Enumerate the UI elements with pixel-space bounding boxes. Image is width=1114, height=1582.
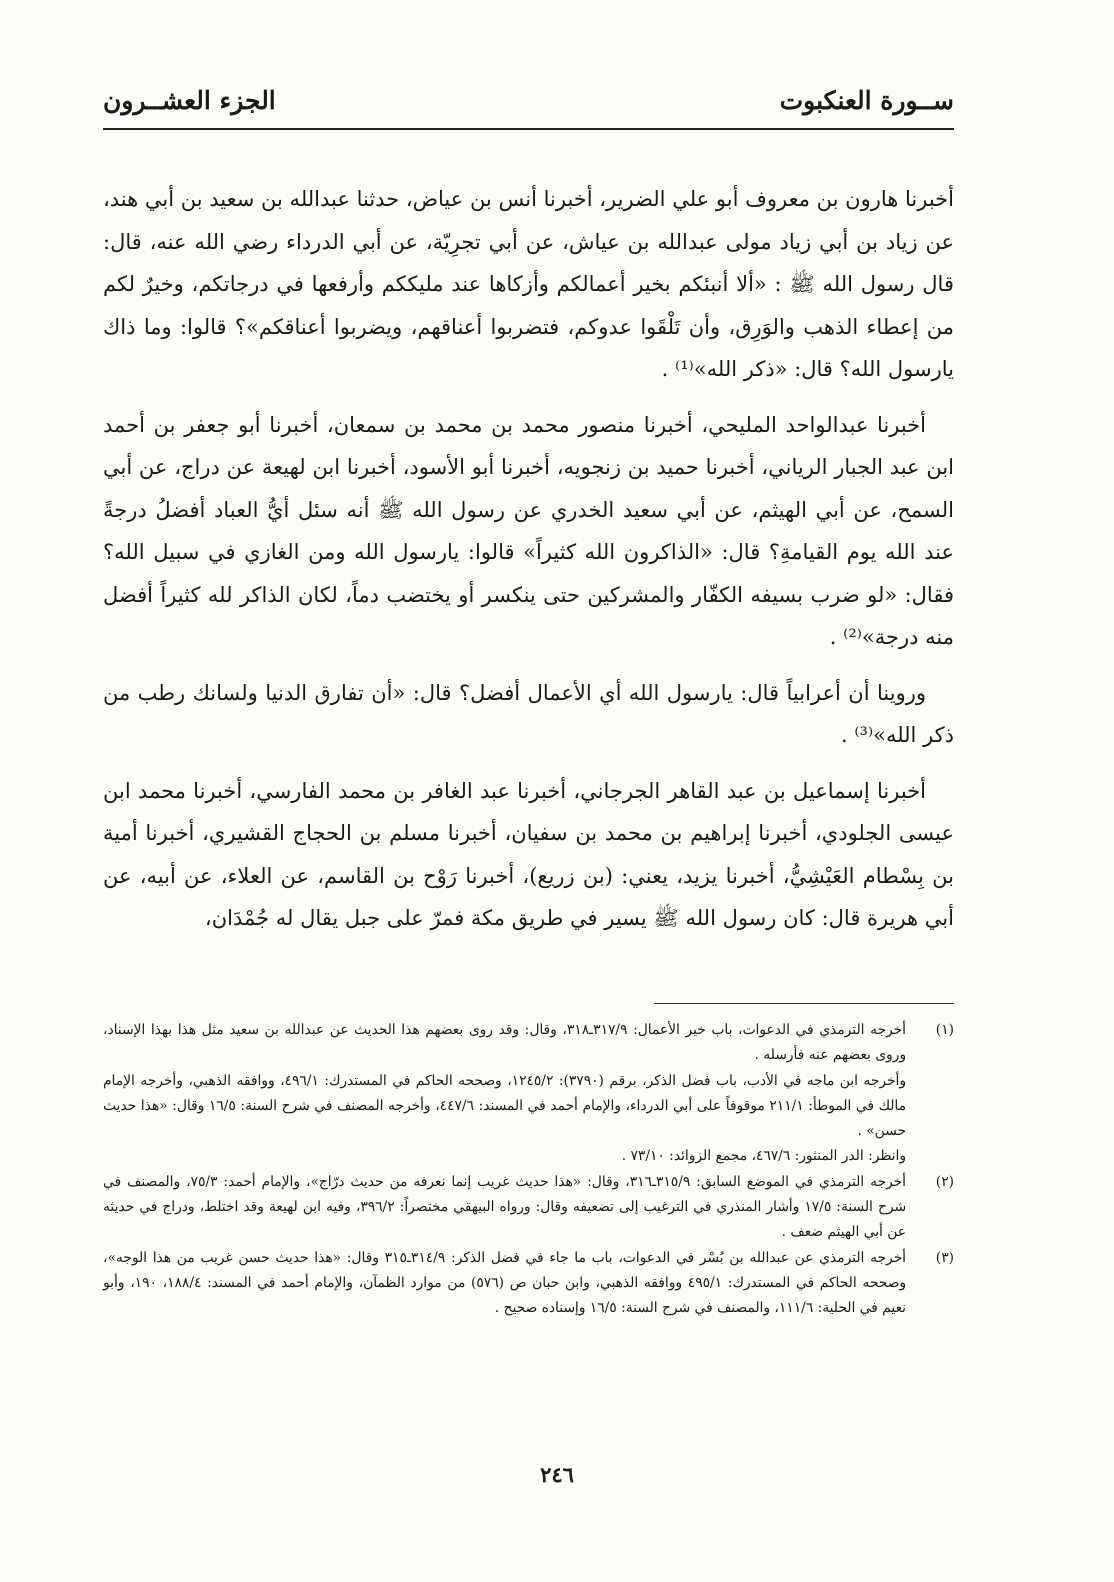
page-number: ٢٤٦ <box>540 1462 574 1487</box>
footnote-line: أخرجه الترمذي في الموضع السابق: ٣١٥/٩ـ٣١٦، وقال: «هذا حديث غريب إنما نعرفه من حديث درّاج»، والإمام أحمد: ٧٥/٣، والمصنف في شرح السنة: ١٧/٥ وأشار المنذري في الترغيب إلى تضعيفه وقال: ورواه البيهقي مختصراً: ٣٩٦/٢، وفيه ابن لهيعة وقد اختلط، ودراج في حديثه عن أبي الهيثم ضعف . <box>103 1173 907 1241</box>
paragraph-1: أخبرنا هارون بن معروف أبو علي الضرير، أخبرنا أنس بن عياض، حدثنا عبدالله بن سعيد بن أبي هند، عن زياد بن أبي زياد مولى عبدالله بن عياش، عن أبي تجرِيّة، عن أبي الدرداء رضي الله عنه، قال: قال رسول الله ﷺ : «ألا أنبئكم بخير أعمالكم وأزكاها عند مليككم وأرفعها في درجاتكم، وخيرٌ لكم من إعطاء الذهب والوَرِق، وأن تَلْقَوا عدوكم، فتضربوا أعناقهم، ويضربوا أعناقكم»؟ قالوا: وما ذاك يارسول الله؟ قال: «ذكر الله»⁽¹⁾ . <box>103 187 954 381</box>
footnote-line: أخرجه الترمذي في الدعوات، باب خير الأعمال: ٣١٧/٩ـ٣١٨، وقال: وقد روى بعضهم هذا الحديث عن عبدالله بن سعيد مثل هذا بهذا الإسناد، وروى بعضهم عنه فأرسله . <box>103 1022 906 1064</box>
surah-title: ســورة العنكبوت <box>779 86 954 115</box>
footnotes <box>103 1018 954 1322</box>
footnote-line: وأخرجه ابن ماجه في الأدب، باب فضل الذكر، برقم (٣٧٩٠): ١٢٤٥/٢، وصححه الحاكم في المستدرك: ٤٩٦/١، ووافقه الذهبي، وأخرجه الإمام مالك في الموطأ: ٢١١/١ موقوفاً على أبي الدرداء، والإمام أحمد في المسند: ٤٤٧/٦، وأخرجه المصنف في شرح السنة: ١٦/٥ وقال: «هذا حديث حسن» . <box>103 1072 906 1140</box>
footnote-2 <box>103 1170 954 1246</box>
main-text <box>103 178 954 953</box>
footnote-number: (٢) <box>935 1173 954 1190</box>
footnote-line: أخرجه الترمذي عن عبدالله بن بُسْر في الدعوات، باب ما جاء في فضل الذكر: ٣١٤/٩ـ٣١٥ وقال: «هذا حديث حسن غريب من هذا الوجه»، وصححه الحاكم في المستدرك: ٤٩٥/١ ووافقه الذهبي، وابن حبان ص (٥٧٦) من موارد الظمآن، والإمام أحمد في المسند: ١٨٨/٤، ١٩٠، وأبو نعيم في الحلية: ١١١/٦، والمصنف في شرح السنة: ١٦/٥ وإسناده صحيح . <box>103 1249 907 1317</box>
paragraph-2: أخبرنا عبدالواحد المليحي، أخبرنا منصور محمد بن محمد بن سمعان، أخبرنا أبو جعفر بن أحمد ابن عبد الجبار الرياني، أخبرنا حميد بن زنجويه، أخبرنا أبو الأسود، أخبرنا ابن لهيعة عن دراج، عن أبي السمح، عن أبي الهيثم، عن أبي سعيد الخدري عن رسول الله ﷺ أنه سئل أيُّ العباد أفضلُ درجةً عند الله يوم القيامةِ؟ قال: «الذاكرون الله كثيراً» قالوا: يارسول الله ومن الغازي في سبيل الله؟ فقال: «لو ضرب بسيفه الكفّار والمشركين حتى ينكسر أو يختضب دماً، لكان الذاكر لله كثيراً أفضل منه درجة»⁽²⁾ . <box>103 412 954 649</box>
footnote-number: (١) <box>935 1022 954 1038</box>
paragraph-3: وروينا أن أعرابياً قال: يارسول الله أي الأعمال أفضل؟ قال: «أن تفارق الدنيا ولسانك رطب من ذكر الله»⁽³⁾ . <box>103 680 954 747</box>
footnote-3 <box>103 1246 954 1322</box>
footnote-number: (٣) <box>935 1249 954 1266</box>
footnote-separator <box>654 1003 954 1004</box>
page-header <box>103 80 954 130</box>
paragraph-4: أخبرنا إسماعيل بن عبد القاهر الجرجاني، أخبرنا عبد الغافر بن محمد الفارسي، أخبرنا محمد ابن عيسى الجلودي، أخبرنا إبراهيم بن محمد بن سفيان، أخبرنا مسلم بن الحجاج القشيري، أخبرنا أمية بن بِسْطام العَيْشِيُّ، أخبرنا يزيد، يعني: (بن زريع)، أخبرنا رَوْح بن القاسم، عن العلاء، عن أبيه، عن أبي هريرة قال: كان رسول الله ﷺ يسير في طريق مكة فمرّ على جبل يقال له جُمْدَان، <box>103 778 954 930</box>
footnote-line: وانظر: الدر المنثور: ٤٦٧/٦، مجمع الزوائد: ٧٣/١٠ . <box>621 1148 906 1165</box>
footnote-1 <box>103 1018 954 1170</box>
juz-title: الجزء العشــرون <box>103 86 276 115</box>
